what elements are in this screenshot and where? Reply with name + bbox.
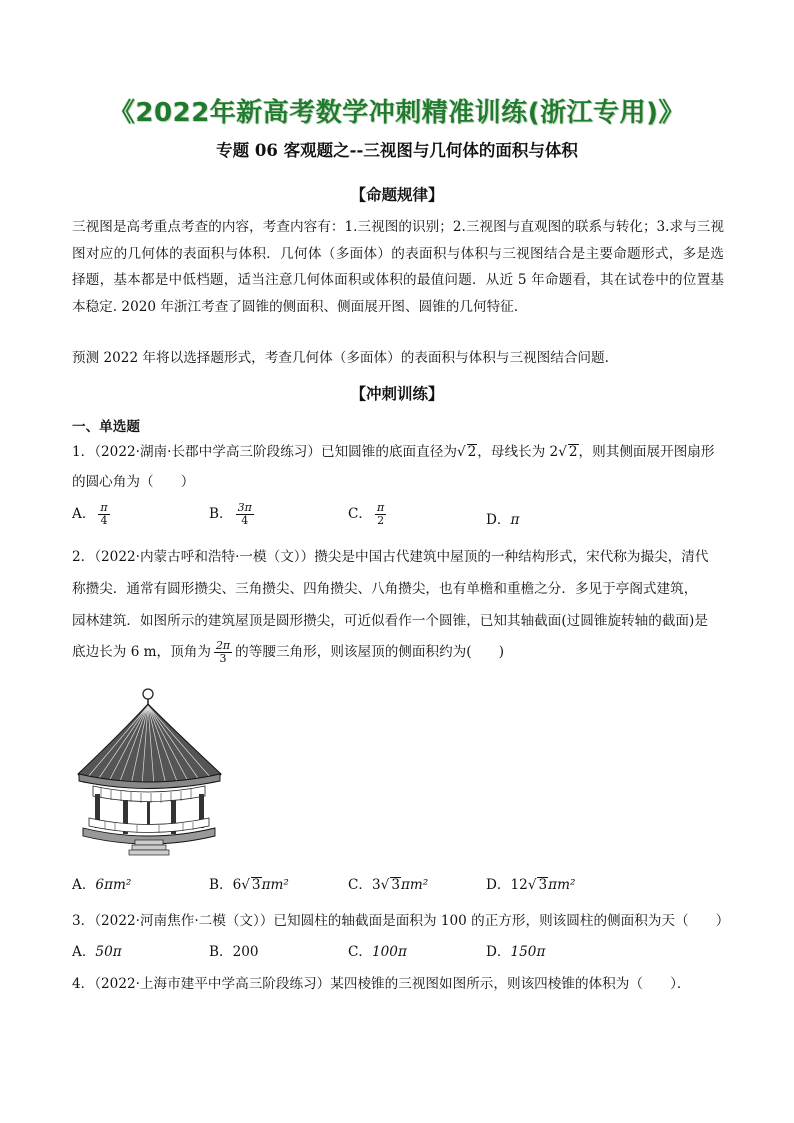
- q2-option-a: [72, 873, 131, 893]
- q2-option-c-label: C．: [348, 877, 372, 893]
- q1-option-a-den: 4: [100, 514, 108, 527]
- section-heading-training: 【冲刺训练】: [350, 384, 444, 403]
- topic-subtitle: 专题 06 客观题之--三视图与几何体的面积与体积: [216, 141, 578, 160]
- q2-option-b-radicand: 3: [251, 877, 261, 893]
- q3-option-c-label: C．: [348, 944, 372, 960]
- q3-option-d-value: 150π: [510, 944, 546, 960]
- q2-option-d-radicand: 3: [538, 877, 548, 893]
- document-title: 《2022年新高考数学冲刺精准训练(浙江专用)》: [108, 98, 686, 128]
- q1-stem-part-a: 1．（2022·湖南·长郡中学高三阶段练习）已知圆锥的底面直径为: [72, 444, 457, 460]
- q4-stem: 4．（2022·上海市建平中学高三阶段练习）某四棱锥的三视图如图所示，则该四棱锥的体积为（ ）．: [72, 976, 691, 992]
- q2-option-d-label: D．: [486, 877, 511, 893]
- q1-option-b-fraction: [236, 502, 254, 527]
- q1-option-b-num: 3π: [237, 501, 252, 514]
- q2-option-c-radicand: 3: [391, 877, 400, 893]
- section-heading-rules: 【命题规律】: [350, 185, 444, 204]
- q2-apex-angle-num: 2π: [215, 639, 231, 652]
- q1-option-b-label: B．: [209, 506, 233, 522]
- q3-option-c: [348, 940, 407, 960]
- q2-option-c: C．3√ 3πm²: [348, 877, 429, 893]
- q1-option-b-den: 4: [241, 514, 249, 527]
- q2-option-a-label: A．: [72, 877, 96, 893]
- q3-option-b-value: 200: [232, 944, 259, 960]
- q1-option-c-fraction: [375, 502, 386, 527]
- q3-option-a: [72, 940, 122, 960]
- q2-line-3: 园林建筑．如图所示的建筑屋顶是圆形攒尖，可近似看作一个圆锥，已知其轴截面(过圆锥旋转轴的截面)是: [72, 613, 708, 629]
- q2-option-b-unit: πm²: [261, 877, 289, 893]
- q2-option-d-unit: πm²: [548, 877, 576, 893]
- q2-option-c-unit: πm²: [400, 877, 429, 893]
- q1-stem-part-b: ，母线长为 2: [477, 444, 559, 460]
- q1-radical-1-value: 2: [467, 444, 477, 460]
- q1-option-d: [486, 508, 519, 528]
- q2-line-2: 称攒尖．通常有圆形攒尖、三角攒尖、四角攒尖、八角攒尖，也有单檐和重檐之分．多见于亭阁式建筑，: [72, 581, 698, 597]
- q1-stem: [72, 440, 714, 460]
- q3-stem: 3．（2022·河南焦作·二模（文））已知圆柱的轴截面是面积为 100 的正方形，则该圆柱的侧面积为天（ ）: [72, 913, 730, 929]
- q2-line-1: 2．（2022·内蒙古呼和浩特·一模（文））攒尖是中国古代建筑中屋顶的一种结构形式，宋代称为撮尖，清代: [72, 549, 709, 565]
- q1-stem-part-c: ，则其侧面展开图扇形: [578, 444, 715, 460]
- q2-option-b: B．6√ 3πm²: [209, 877, 289, 893]
- q1-option-d-value: π: [510, 512, 520, 528]
- q2-option-d-coef: 12: [510, 877, 528, 893]
- q1-option-a-num: π: [100, 501, 108, 514]
- q3-option-d-label: D．: [486, 944, 511, 960]
- q2-apex-angle-den: 3: [219, 652, 227, 665]
- q2-line-4-part-a: 底边长为 6 m，顶角为: [72, 644, 211, 660]
- q1-option-b: [209, 502, 257, 527]
- q2-option-d: D．12√ 3πm²: [486, 877, 576, 893]
- q3-option-a-label: A．: [72, 944, 96, 960]
- part-label: 一、单选题: [72, 419, 140, 435]
- prediction-line: 预测 2022 年将以选择题形式，考查几何体（多面体）的表面积与体积与三视图结合问题.: [72, 350, 609, 366]
- q1-radical-2-value: 2: [568, 444, 578, 460]
- q1-option-d-label: D．: [486, 512, 511, 528]
- q1-option-c-num: π: [377, 501, 385, 514]
- q3-option-a-value: 50π: [95, 944, 122, 960]
- q1-option-c-den: 2: [377, 514, 385, 527]
- q1-option-c-label: C．: [348, 506, 372, 522]
- q2-line-4: [72, 640, 504, 665]
- q2-option-b-coef: 6: [232, 877, 242, 893]
- q2-apex-angle-fraction: [214, 640, 232, 665]
- q2-option-c-coef: 3: [372, 877, 381, 893]
- q3-option-c-value: 100π: [372, 944, 407, 960]
- q1-option-a-fraction: [98, 502, 109, 527]
- q2-option-b-label: B．: [209, 877, 233, 893]
- q1-option-a-label: A．: [72, 506, 96, 522]
- q3-option-b-label: B．: [209, 944, 233, 960]
- q3-option-d: [486, 940, 545, 960]
- q3-option-b: [209, 940, 259, 960]
- rules-paragraph: 三视图是高考重点考查的内容，考查内容有：1.三视图的识别；2.三视图与直观图的联系与转化；3.求与三视图对应的几何体的表面积与体积．几何体（多面体）的表面积与体积与三视图结合是主要命题形式，多是选择题，基本都是中低档题，适当注意几何体面积或体积的最值问题．从近 5 年命题看，其在试卷中的位置基本稳定. 2020 年浙江考查了圆锥的侧面积、侧面展开图、圆锥的几何特征.: [72, 219, 724, 315]
- q2-line-4-part-b: 的等腰三角形，则该屋顶的侧面积约为( ): [235, 644, 505, 660]
- q2-option-a-value: 6πm²: [95, 877, 132, 893]
- q1-radical-1: √ 2: [456, 444, 477, 460]
- q1-stem-line2: 的圆心角为（ ）: [72, 474, 195, 490]
- q1-option-a: [72, 502, 113, 527]
- q1-option-c: [348, 502, 389, 527]
- q1-radical-2: √ 2: [558, 444, 578, 460]
- pavilion-figure: [75, 686, 257, 856]
